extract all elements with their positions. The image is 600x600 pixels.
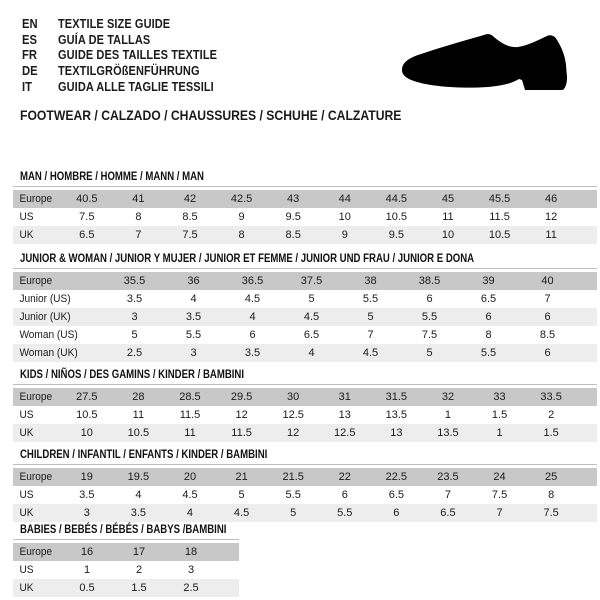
size-cell: 10 [80, 427, 93, 439]
size-cell: 7.5 [421, 329, 438, 341]
table-title-man: MAN / HOMBRE / HOMME / MANN / MAN [20, 169, 204, 183]
size-cell: 5 [238, 489, 245, 501]
size-cell: 1.5 [131, 582, 147, 594]
row-label: Europe [19, 546, 53, 558]
size-cell: 4 [190, 293, 197, 305]
row-label: UK [19, 582, 34, 594]
size-cell: 3 [83, 507, 90, 519]
size-table-junior-woman [13, 272, 597, 362]
language-row [22, 33, 239, 49]
size-cell: 22.5 [385, 471, 408, 483]
size-cell: 3.5 [244, 347, 261, 359]
size-cell: 11 [545, 229, 557, 241]
size-cell: 6 [393, 507, 400, 519]
size-cell: 37.5 [300, 275, 323, 287]
size-cell: 6 [485, 311, 492, 323]
row-label: Europe [19, 471, 53, 483]
language-label: GUÍA DE TALLAS [58, 32, 151, 47]
size-cell: 5.5 [337, 507, 353, 519]
language-row [22, 48, 239, 64]
size-cell: 10.5 [385, 211, 408, 223]
size-cell: 33.5 [540, 391, 562, 403]
size-cell: 6.5 [303, 329, 320, 341]
table-row [13, 226, 597, 244]
language-code: DE [22, 64, 38, 79]
table-row [13, 344, 597, 362]
size-cell: 6.5 [440, 507, 456, 519]
row-label: US [19, 211, 34, 223]
row-label: Woman (US) [19, 329, 78, 341]
size-cell: 1.5 [543, 427, 559, 439]
size-cell: 36.5 [241, 275, 264, 287]
size-cell: 12.5 [282, 409, 304, 421]
size-cell: 38.5 [418, 275, 441, 287]
size-cell: 10.5 [76, 409, 98, 421]
size-cell: 3.5 [185, 311, 202, 323]
row-label: Europe [19, 275, 53, 287]
size-cell: 13 [390, 427, 403, 439]
size-cell: 1 [83, 564, 91, 576]
size-cell: 27.5 [76, 391, 98, 403]
row-label: Junior (UK) [19, 311, 71, 323]
size-cell: 5 [131, 329, 138, 341]
row-label: UK [19, 229, 34, 241]
language-code: EN [22, 17, 38, 31]
size-cell: 22 [338, 471, 351, 483]
size-cell: 9 [341, 229, 348, 241]
size-cell: 8.5 [182, 211, 198, 223]
size-cell: 12 [235, 409, 248, 421]
size-cell: 2 [548, 409, 555, 421]
row-label: UK [19, 507, 34, 519]
size-cell: 5 [308, 293, 315, 305]
size-cell: 5 [290, 507, 297, 519]
size-cell: 10 [441, 229, 455, 241]
size-cell: 8.5 [285, 229, 301, 241]
size-cell: 44.5 [385, 193, 408, 205]
size-cell: 11 [184, 427, 196, 439]
size-cell: 19.5 [127, 471, 150, 483]
size-cell: 3 [131, 311, 138, 323]
size-cell: 31 [338, 391, 351, 403]
language-label: GUIDE DES TAILLES TEXTILE [58, 48, 218, 63]
size-cell: 46 [545, 193, 558, 205]
table-row [13, 290, 597, 308]
language-code: FR [22, 48, 38, 63]
size-table-kids [13, 388, 597, 442]
size-cell: 6.5 [388, 489, 404, 501]
size-cell: 9.5 [388, 229, 404, 241]
size-cell: 40 [541, 275, 554, 287]
size-cell: 2.5 [126, 347, 143, 359]
row-label: Woman (UK) [19, 347, 78, 359]
size-cell: 3.5 [130, 507, 147, 519]
size-cell: 8 [485, 329, 492, 341]
size-table-section-kids [13, 368, 597, 442]
size-cell: 4 [249, 311, 256, 323]
row-label: US [19, 489, 34, 501]
size-cell: 21.5 [282, 471, 304, 483]
size-cell: 9.5 [285, 211, 301, 223]
size-cell: 31.5 [385, 391, 408, 403]
table-topline [13, 186, 597, 187]
size-table-section-junior-woman [13, 252, 597, 362]
size-cell: 44 [338, 193, 351, 205]
size-cell: 2 [135, 564, 143, 576]
table-topline [13, 539, 239, 540]
size-cell: 5 [367, 311, 374, 323]
size-cell: 11 [132, 409, 145, 421]
size-cell: 4 [186, 507, 194, 519]
language-label: TEXTILE SIZE GUIDE [58, 17, 171, 31]
size-cell: 11 [442, 211, 454, 223]
size-cell: 8 [135, 211, 142, 223]
size-cell: 4.5 [182, 489, 198, 501]
size-cell: 4.5 [362, 347, 379, 359]
size-cell: 7 [544, 293, 551, 305]
size-cell: 1 [444, 409, 452, 421]
table-row [13, 406, 597, 424]
size-cell: 9 [238, 211, 245, 223]
table-row [13, 424, 597, 442]
size-cell: 40.5 [76, 193, 98, 205]
size-cell: 0.5 [79, 582, 95, 594]
size-cell: 5.5 [285, 489, 301, 501]
size-cell: 28 [132, 391, 145, 403]
size-cell: 23.5 [437, 471, 459, 483]
size-cell: 6 [544, 347, 551, 359]
table-title-children: CHILDREN / INFANTIL / ENFANTS / KINDER / BAMBINI [20, 447, 268, 461]
shoe-icon [393, 24, 585, 104]
size-cell: 19 [80, 471, 93, 483]
size-cell: 20 [183, 471, 197, 483]
row-label: US [19, 409, 34, 421]
size-cell: 6 [341, 489, 348, 501]
size-cell: 7.5 [543, 507, 559, 519]
size-cell: 13 [338, 409, 351, 421]
size-cell: 10.5 [127, 427, 150, 439]
size-cell: 5.5 [421, 311, 438, 323]
size-cell: 8.5 [539, 329, 556, 341]
size-cell: 30 [287, 391, 300, 403]
size-cell: 45.5 [488, 193, 511, 205]
size-cell: 8 [238, 229, 245, 241]
table-row [13, 326, 597, 344]
size-cell: 13.5 [385, 409, 408, 421]
table-topline [13, 384, 597, 385]
category-heading: FOOTWEAR / CALZADO / CHAUSSURES / SCHUHE / CALZATURE [20, 107, 402, 123]
size-cell: 7 [444, 489, 452, 501]
table-row [13, 486, 597, 504]
size-cell: 4.5 [244, 293, 261, 305]
size-cell: 3.5 [79, 489, 95, 501]
size-cell: 5 [426, 347, 433, 359]
size-cell: 4.5 [303, 311, 320, 323]
size-cell: 10 [338, 211, 351, 223]
size-cell: 28.5 [179, 391, 201, 403]
size-cell: 13.5 [437, 427, 459, 439]
row-label: Europe [19, 193, 53, 205]
table-title-junior-woman: JUNIOR & WOMAN / JUNIOR Y MUJER / JUNIOR ET FEMME / JUNIOR UND FRAU / JUNIOR E DONA [20, 251, 475, 265]
size-cell: 42 [183, 193, 197, 205]
table-topline [13, 268, 597, 269]
size-cell: 7.5 [182, 229, 198, 241]
language-code: ES [22, 32, 38, 47]
size-cell: 6.5 [480, 293, 497, 305]
row-label: UK [19, 427, 34, 439]
table-title-babies: BABIES / BEBÉS / BÉBÉS / BABYS /BAMBINI [20, 522, 227, 536]
size-cell: 12.5 [334, 427, 356, 439]
size-cell: 11.5 [231, 427, 252, 439]
size-cell: 25 [545, 471, 558, 483]
size-cell: 45 [441, 193, 455, 205]
size-table-section-babies [13, 523, 239, 597]
size-cell: 35.5 [123, 275, 146, 287]
size-cell: 7 [135, 229, 142, 241]
size-table-man [13, 190, 597, 244]
size-cell: 39 [482, 275, 495, 287]
size-cell: 36 [187, 275, 200, 287]
size-cell: 17 [132, 546, 146, 558]
size-cell: 8 [548, 489, 555, 501]
size-cell: 41 [132, 193, 145, 205]
size-cell: 24 [493, 471, 506, 483]
size-cell: 1 [496, 427, 503, 439]
size-cell: 21 [235, 471, 248, 483]
size-cell: 3.5 [126, 293, 143, 305]
table-header-row [13, 272, 597, 290]
table-title-kids: KIDS / NIÑOS / DES GAMINS / KINDER / BAMBINI [20, 367, 245, 381]
table-row [13, 308, 597, 326]
size-cell: 7 [367, 329, 374, 341]
size-cell: 6 [426, 293, 433, 305]
language-label: TEXTILGRÖßENFÜHRUNG [58, 64, 200, 79]
size-cell: 2.5 [183, 582, 199, 594]
size-table-section-man [13, 170, 597, 244]
size-table-children [13, 468, 597, 522]
size-table-section-children [13, 448, 597, 522]
size-cell: 4 [135, 489, 142, 501]
size-cell: 10.5 [488, 229, 511, 241]
size-cell: 32 [441, 391, 455, 403]
size-cell: 16 [80, 546, 94, 558]
table-header-row [13, 543, 239, 561]
size-cell: 12 [545, 211, 558, 223]
size-cell: 6.5 [79, 229, 95, 241]
size-cell: 11.5 [179, 409, 201, 421]
table-header-row [13, 468, 597, 486]
language-label: GUIDA ALLE TAGLIE TESSILI [58, 79, 214, 94]
size-cell: 4 [308, 347, 315, 359]
table-header-row [13, 190, 597, 208]
table-row [13, 208, 597, 226]
table-row [13, 504, 597, 522]
table-row [13, 561, 239, 579]
row-label: Junior (US) [19, 293, 71, 305]
size-table-babies [13, 543, 239, 597]
size-cell: 3 [190, 347, 197, 359]
size-cell: 6 [544, 311, 551, 323]
size-cell: 7.5 [79, 211, 95, 223]
row-label: US [19, 564, 34, 576]
size-cell: 18 [184, 546, 198, 558]
size-cell: 12 [287, 427, 300, 439]
size-cell: 7 [496, 507, 503, 519]
language-row [22, 80, 239, 96]
language-row [22, 64, 239, 80]
size-cell: 33 [493, 391, 506, 403]
table-row [13, 579, 239, 597]
table-header-row [13, 388, 597, 406]
size-cell: 3 [187, 564, 195, 576]
size-cell: 1.5 [491, 409, 508, 421]
size-cell: 42.5 [230, 193, 253, 205]
size-cell: 5.5 [480, 347, 497, 359]
language-code: IT [22, 79, 32, 94]
language-guide-block [22, 17, 239, 95]
size-cell: 5.5 [185, 329, 202, 341]
size-cell: 7.5 [491, 489, 508, 501]
size-cell: 38 [364, 275, 377, 287]
language-row [22, 17, 239, 33]
table-topline [13, 464, 597, 465]
size-cell: 11.5 [489, 211, 510, 223]
size-cell: 43 [287, 193, 300, 205]
size-cell: 6 [249, 329, 256, 341]
size-cell: 29.5 [230, 391, 253, 403]
row-label: Europe [19, 391, 53, 403]
size-cell: 5.5 [362, 293, 379, 305]
size-cell: 4.5 [233, 507, 250, 519]
